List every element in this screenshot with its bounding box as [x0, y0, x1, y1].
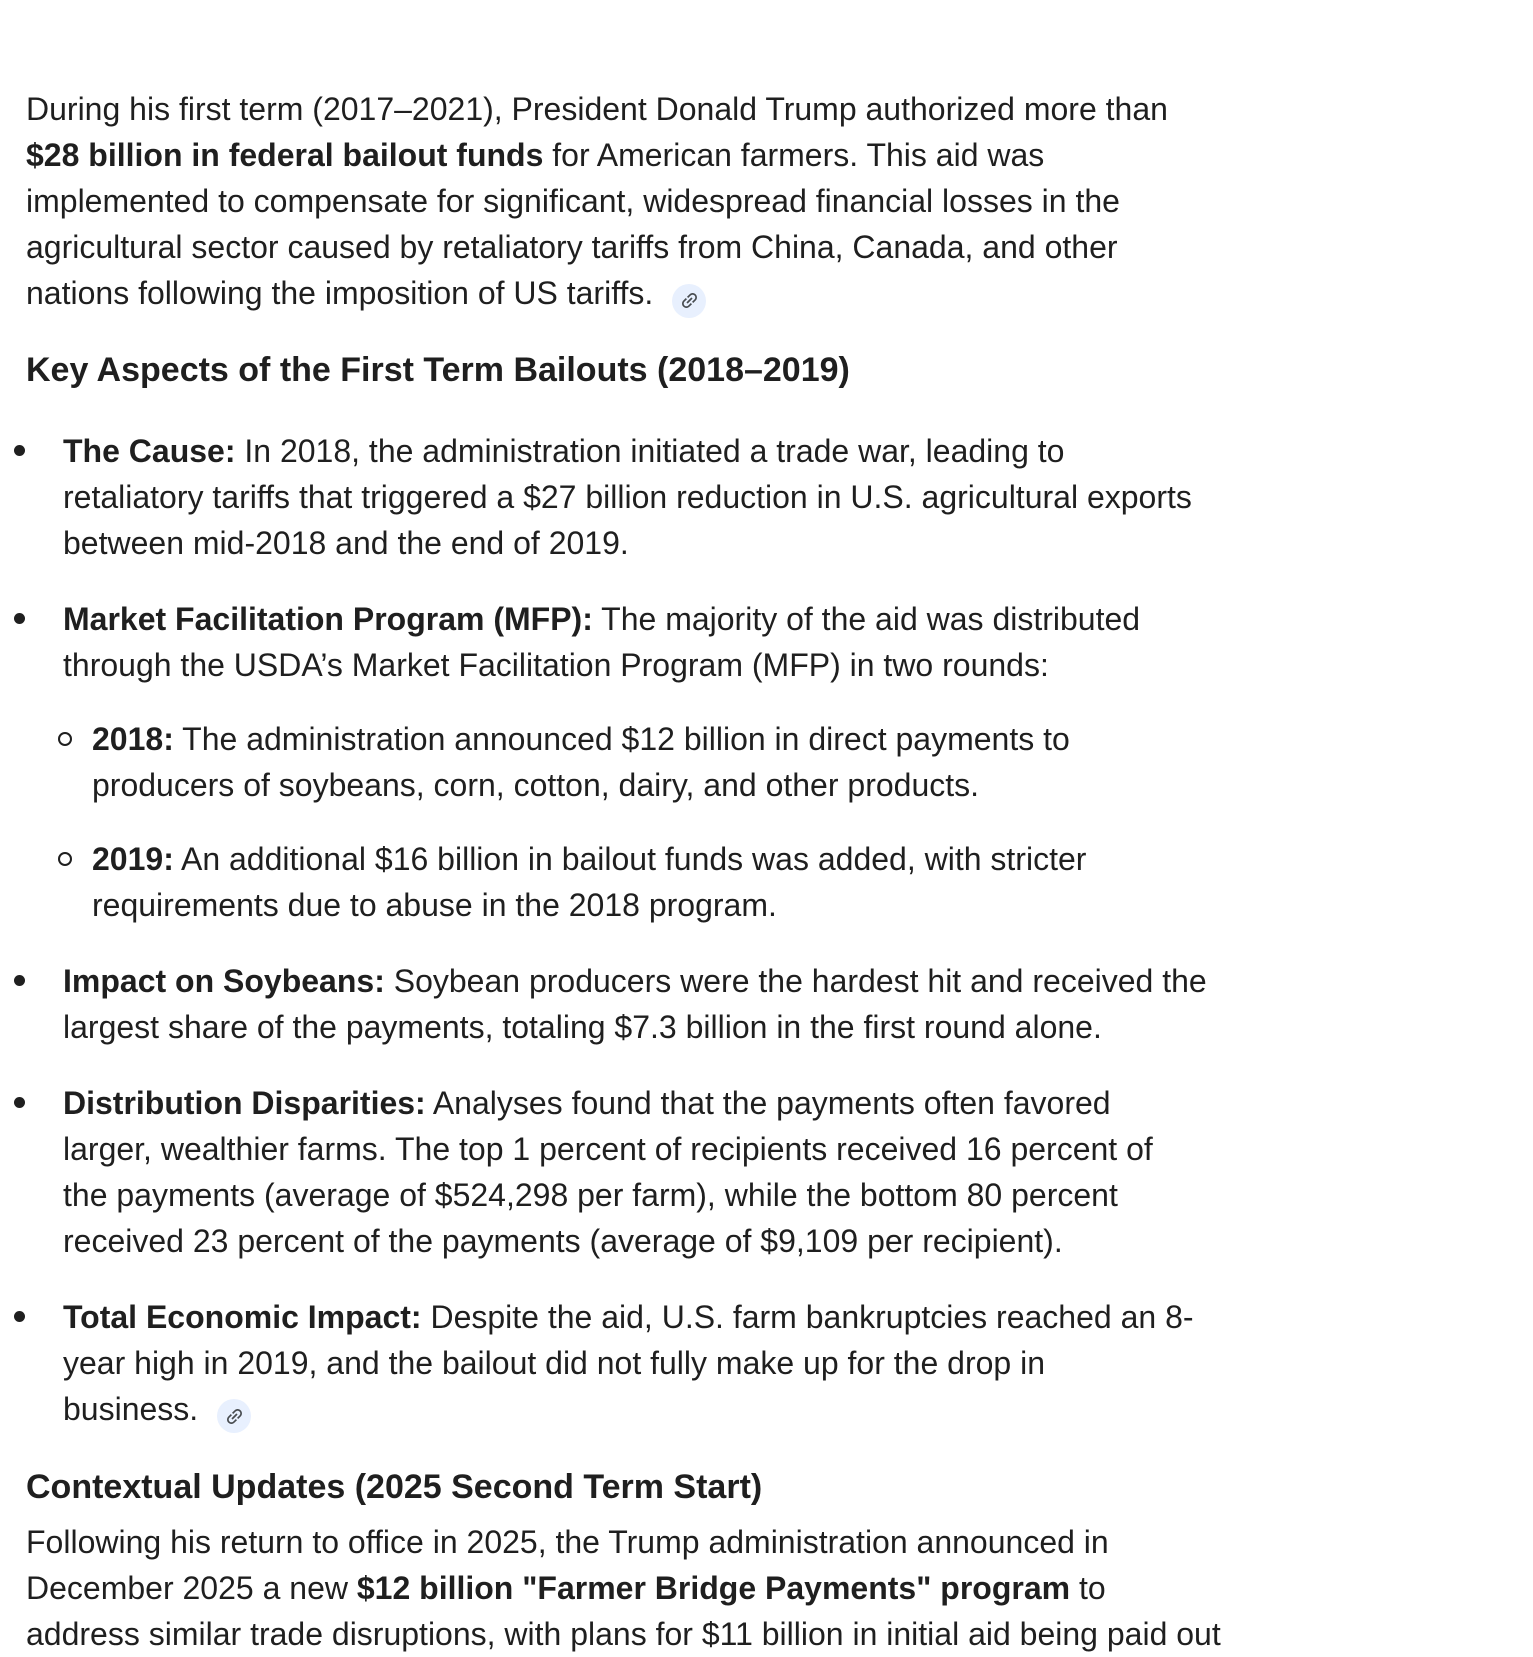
text-segment: through the USDA’s Market Facilitation Program (MFP) in two rounds:	[63, 646, 1049, 683]
text-segment: between mid-2018 and the end of 2019.	[63, 524, 629, 561]
bullet-marker	[14, 1311, 25, 1322]
bullet-item-total-economic-impact	[26, 1294, 1483, 1434]
bullet-text	[63, 433, 1192, 561]
bold-text-segment: The Cause:	[63, 432, 236, 469]
bullet-text	[63, 601, 1140, 683]
text-segment: producers of soybeans, corn, cotton, dairy, and other products.	[92, 766, 980, 803]
bullet-marker	[14, 445, 25, 456]
bullet-item-distribution-disparities	[26, 1080, 1483, 1264]
bullet-item-impact-on-soybeans	[26, 958, 1483, 1050]
link-icon	[679, 290, 700, 311]
bullet-marker	[14, 975, 25, 986]
sub-bullet-item-2018	[92, 716, 1483, 808]
bullet-list	[26, 428, 1483, 1434]
sub-bullet-item-2019	[92, 836, 1483, 928]
sub-bullet-list	[63, 716, 1483, 928]
text-segment: for American farmers. This aid was	[543, 137, 1045, 173]
bold-text-segment: $28 billion in federal bailout funds	[26, 137, 544, 173]
bullet-text	[63, 1299, 1194, 1427]
bullet-item-mfp	[26, 596, 1483, 928]
text-segment: Despite the aid, U.S. farm bankruptcies reached an 8-	[421, 1298, 1194, 1335]
text-segment: The majority of the aid was distributed	[592, 600, 1141, 637]
bold-text-segment: 2019:	[92, 840, 174, 877]
text-segment: the payments (average of $524,298 per farm), while the bottom 80 percent	[63, 1176, 1118, 1213]
bold-text-segment: Impact on Soybeans:	[63, 962, 385, 999]
outro-paragraph	[26, 1519, 1483, 1657]
bullet-text	[63, 963, 1207, 1045]
text-segment: business.	[63, 1390, 208, 1427]
text-segment: nations following the imposition of US tariffs.	[26, 275, 663, 311]
text-segment: largest share of the payments, totaling $7.3 billion in the first round alone.	[63, 1008, 1102, 1045]
text-segment: requirements due to abuse in the 2018 program.	[92, 886, 777, 923]
source-link-chip[interactable]	[672, 284, 706, 318]
bold-text-segment: $12 billion "Farmer Bridge Payments" program	[356, 1570, 1071, 1606]
bold-text-segment: Total Economic Impact:	[63, 1298, 422, 1335]
text-segment: December 2025 a new	[26, 1570, 357, 1606]
text-segment: year high in 2019, and the bailout did not fully make up for the drop in	[63, 1344, 1045, 1381]
text-segment: The administration announced $12 billion in direct payments to	[173, 720, 1070, 757]
text-segment: During his first term (2017–2021), President Donald Trump authorized more than	[26, 91, 1168, 127]
text-segment: agricultural sector caused by retaliatory tariffs from China, Canada, and other	[26, 229, 1118, 265]
bold-text-segment: Distribution Disparities:	[63, 1084, 426, 1121]
bullet-marker	[14, 1097, 25, 1108]
text-segment: larger, wealthier farms. The top 1 percent of recipients received 16 percent of	[63, 1130, 1153, 1167]
bold-text-segment: 2018:	[92, 720, 174, 757]
sub-bullet-marker	[58, 732, 72, 746]
bullet-marker	[14, 613, 25, 624]
sub-bullet-text	[92, 721, 1070, 803]
text-segment: address similar trade disruptions, with plans for $11 billion in initial aid being paid out	[26, 1616, 1221, 1652]
text-segment: to	[1070, 1570, 1106, 1606]
sub-bullet-text	[92, 841, 1086, 923]
intro-paragraph	[26, 86, 1483, 318]
sub-bullet-marker	[58, 852, 72, 866]
section-heading-contextual-updates: Contextual Updates (2025 Second Term Start)	[26, 1468, 763, 1506]
text-segment: Analyses found that the payments often favored	[425, 1084, 1111, 1121]
section-heading-key-aspects: Key Aspects of the First Term Bailouts (2018–2019)	[26, 350, 850, 389]
text-segment: An additional $16 billion in bailout funds was added, with stricter	[173, 840, 1087, 877]
link-icon	[224, 1406, 245, 1427]
bullet-item-the-cause	[26, 428, 1483, 566]
text-segment: Soybean producers were the hardest hit and received the	[384, 962, 1207, 999]
text-segment: received 23 percent of the payments (average of $9,109 per recipient).	[63, 1222, 1063, 1259]
text-segment: Following his return to office in 2025, the Trump administration announced in	[26, 1524, 1109, 1560]
text-segment: retaliatory tariffs that triggered a $27 billion reduction in U.S. agricultural exports	[63, 478, 1192, 515]
source-link-chip[interactable]	[217, 1399, 251, 1433]
text-segment: In 2018, the administration initiated a trade war, leading to	[235, 432, 1065, 469]
bullet-text	[63, 1085, 1153, 1259]
bold-text-segment: Market Facilitation Program (MFP):	[63, 600, 593, 637]
text-segment: implemented to compensate for significant, widespread financial losses in the	[26, 183, 1120, 219]
